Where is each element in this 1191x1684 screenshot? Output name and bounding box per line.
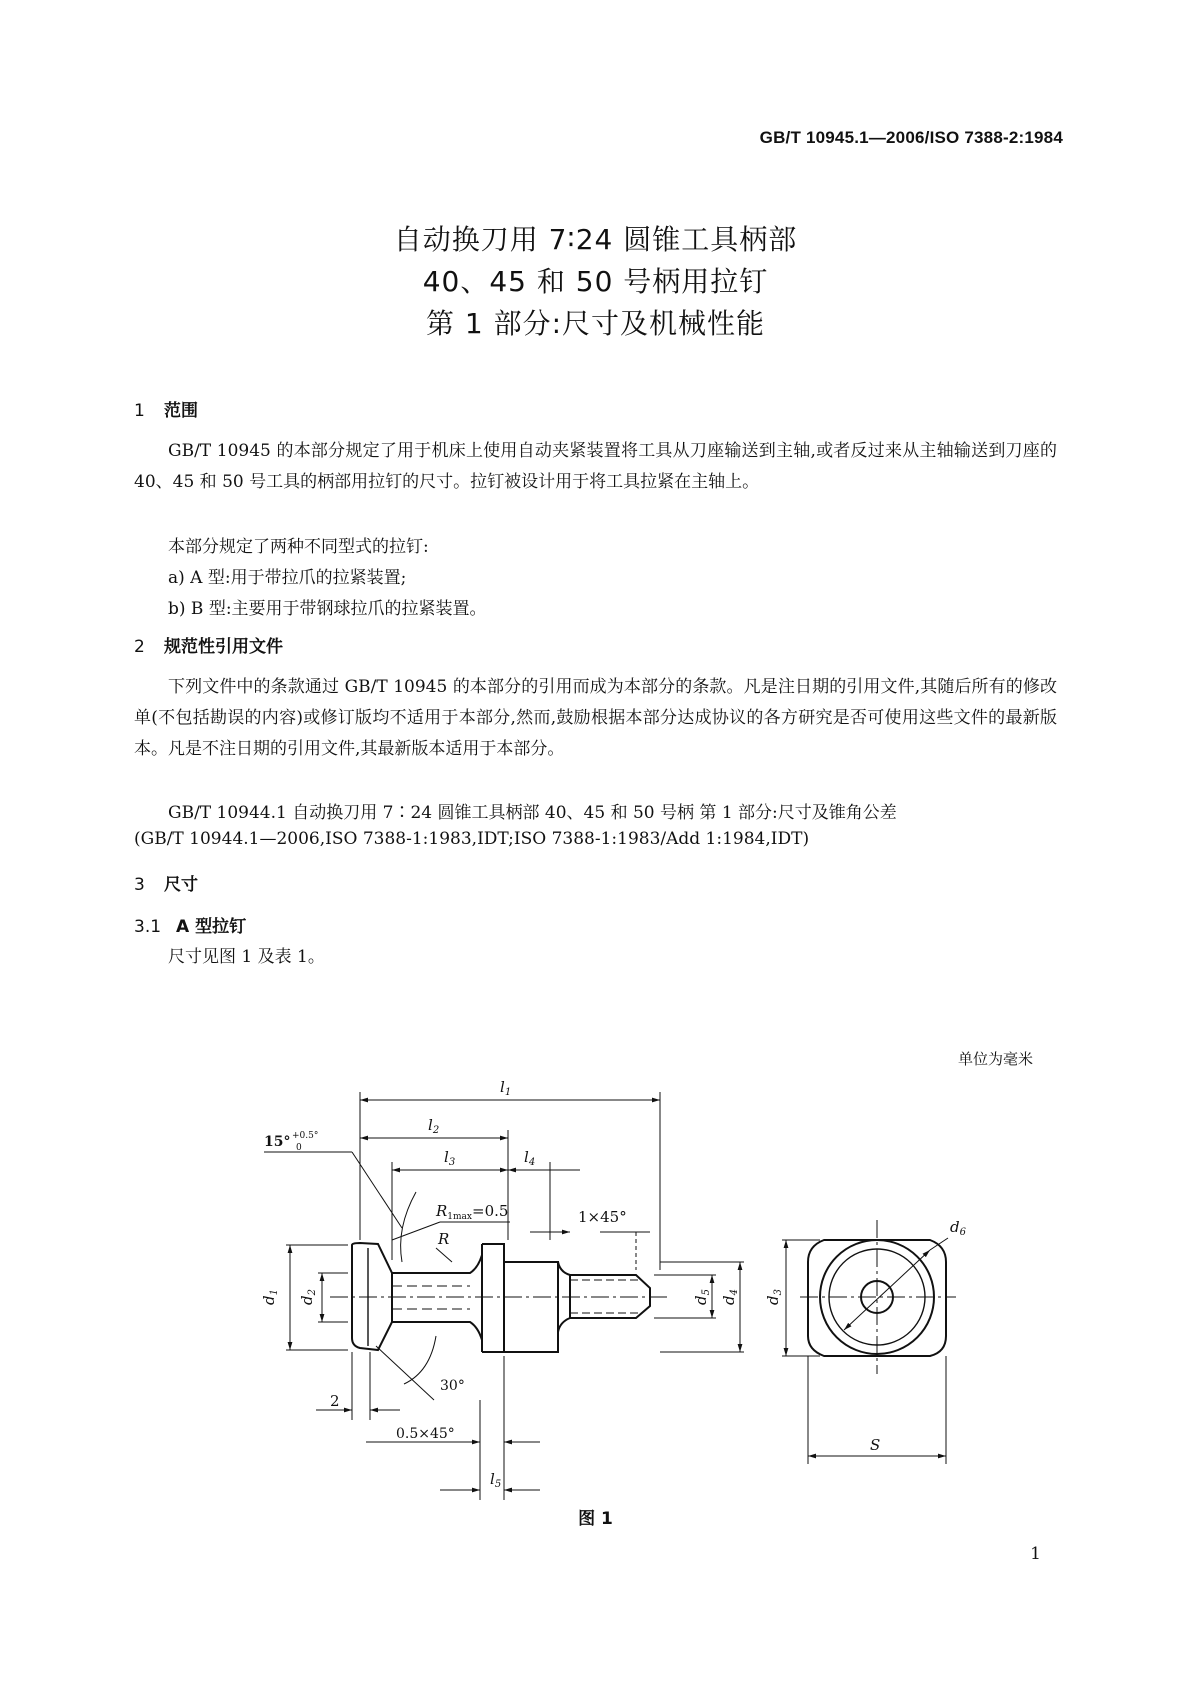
neck-lower: [392, 1322, 482, 1340]
label-angle-tol-upper: +0.5°: [292, 1131, 319, 1141]
section-2-number: 2: [134, 637, 145, 657]
section-2-title: 规范性引用文件: [164, 637, 283, 657]
label-d6: $d_6$: [950, 1218, 966, 1238]
subsection-3-1-title: A 型拉钉: [176, 917, 247, 937]
section-1-number: 1: [134, 401, 145, 421]
pull-stud-end-view: [782, 1220, 956, 1464]
list-item-b: b) B 型:主要用于带钢球拉爪的拉紧装置。: [168, 599, 487, 619]
label-l4: $l_4$: [524, 1148, 536, 1168]
label-angle-15: 15°: [264, 1134, 291, 1150]
label-d4: $d_4$: [720, 1289, 740, 1305]
subsection-3-1-text: 尺寸见图 1 及表 1。: [168, 947, 325, 967]
label-d3: $d_3$: [764, 1289, 784, 1305]
section-1-paragraph: GB/T 10945 的本部分规定了用于机床上使用自动夹紧装置将工具从刀座输送到主轴,或者反过来从主轴输送到刀座的 40、45 和 50 号工具的柄部用拉钉的尺寸。拉钉被设计用于将工具拉紧在主轴上。: [134, 441, 1057, 492]
unit-note: 单位为毫米: [957, 1050, 1033, 1068]
pull-stud-side-view: [330, 1243, 670, 1352]
shank-body: [504, 1262, 558, 1352]
label-l3: $l_3$: [444, 1148, 456, 1168]
label-l1: $l_1$: [500, 1078, 512, 1098]
standard-number: GB/T 10945.1—2006/ISO 7388-2:1984: [759, 128, 1063, 147]
section-2-paragraph: 下列文件中的条款通过 GB/T 10945 的本部分的引用而成为本部分的条款。凡是注日期的引用文件,其随后所有的修改单(不包括勘误的内容)或修订版均不适用于本部分,然而,鼓励根据本部分达成协议的各方研究是否可使用这些文件的最新版本。凡是不注日期的引用文件,其最新版本适用于本部分。: [134, 677, 1057, 759]
label-l2: $l_2$: [428, 1116, 440, 1136]
title-line-1: 自动换刀用 7∶24 圆锥工具柄部: [393, 223, 798, 256]
section-1-title: 范围: [164, 401, 198, 421]
reference-line-2: (GB/T 10944.1—2006,ISO 7388-1:1983,IDT;ISO 7388-1:1983/Add 1:1984,IDT): [134, 829, 810, 849]
page-number: 1: [1030, 1544, 1041, 1564]
label-angle-tol-lower: 0: [296, 1143, 302, 1153]
label-d1: $d_1$: [260, 1289, 280, 1305]
figure-caption: 图 1: [578, 1509, 613, 1529]
label-r1max: $R_{1max}=0.5$: [436, 1202, 509, 1222]
label-s: S: [870, 1436, 881, 1454]
section-3-number: 3: [134, 875, 145, 895]
label-l5: $l_5$: [490, 1470, 502, 1490]
neck-upper: [392, 1255, 482, 1273]
dimension-labels: [260, 1078, 967, 1490]
label-chamfer-1x45: 1×45°: [578, 1208, 627, 1226]
label-d5: $d_5$: [692, 1289, 712, 1305]
label-r: R: [438, 1230, 450, 1248]
title-line-2: 40、45 和 50 号柄用拉钉: [422, 265, 769, 298]
subsection-3-1-number: 3.1: [134, 917, 162, 937]
reference-line-1: GB/T 10944.1 自动换刀用 7∶24 圆锥工具柄部 40、45 和 50 号柄 第 1 部分:尺寸及锥角公差: [168, 803, 897, 823]
title-line-3: 第 1 部分:尺寸及机械性能: [425, 307, 766, 340]
collar: [482, 1244, 504, 1352]
label-dim-2: 2: [330, 1392, 340, 1410]
section-1-paragraph-2: 本部分规定了两种不同型式的拉钉:: [168, 537, 429, 557]
label-chamfer-05x45: 0.5×45°: [396, 1426, 455, 1442]
label-angle-30: 30°: [440, 1378, 465, 1394]
label-d2: $d_2$: [298, 1289, 318, 1305]
section-3-title: 尺寸: [164, 875, 198, 895]
list-item-a: a) A 型:用于带拉爪的拉紧装置;: [168, 568, 407, 588]
